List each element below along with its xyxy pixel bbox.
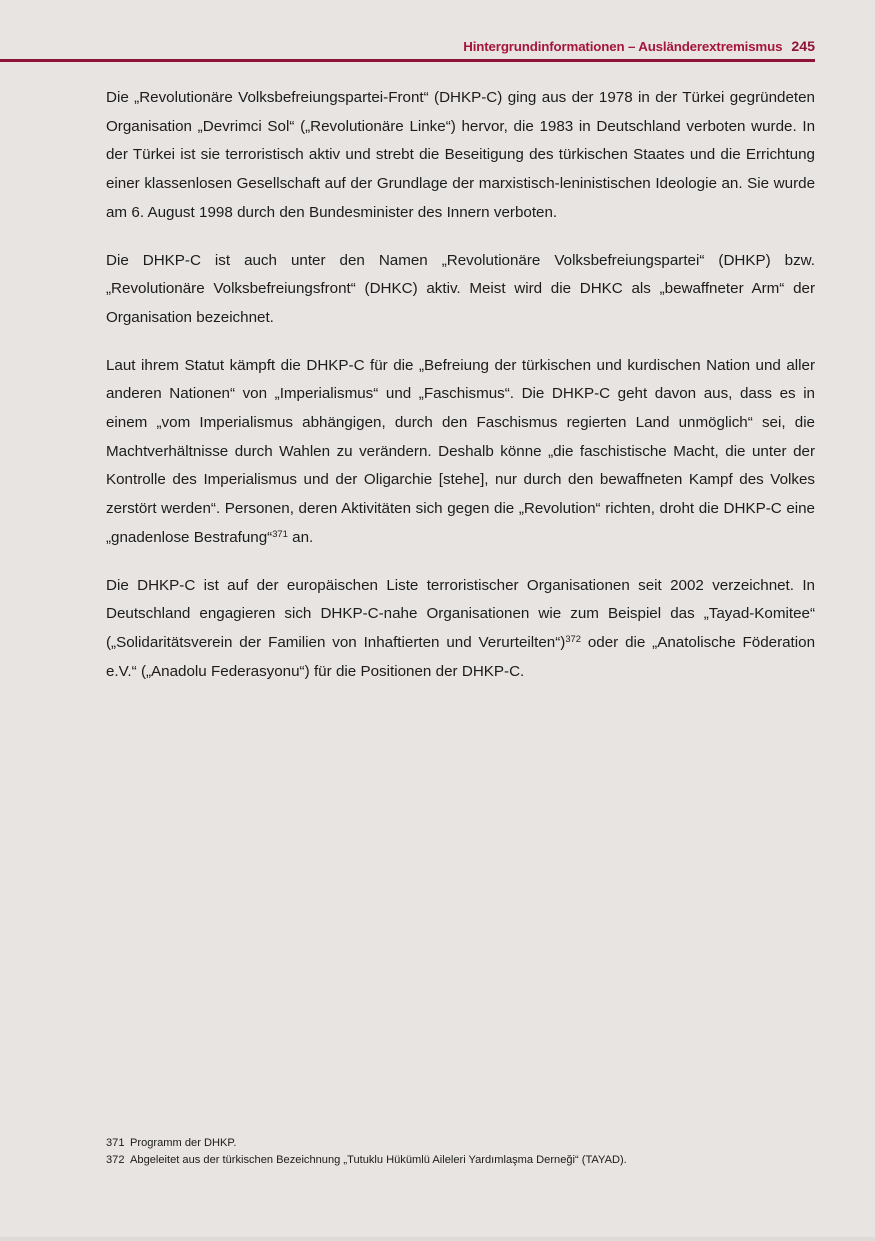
footnote-marker-371[interactable]: 371 bbox=[272, 527, 288, 539]
paragraph-4 bbox=[106, 572, 815, 687]
footnote-text: Abgeleitet aus der türkischen Bezeichnung „Tutuklu Hükümlü Aileleri Yardımlaşma Derneği“ (TAYAD). bbox=[130, 1154, 627, 1167]
footnote-item bbox=[106, 1135, 815, 1152]
page-bottom-edge bbox=[0, 1237, 875, 1241]
running-head-title: Hintergrundinformationen – Ausländerextremismus bbox=[463, 39, 783, 54]
paragraph-1: Die „Revolutionäre Volksbefreiungspartei-Front“ (DHKP-C) ging aus der 1978 in der Türkei gegründeten Organisation „Devrimci Sol“ („Revolutionäre Linke“) hervor, die 1983 in Deutschland verboten wurde. In der Türkei ist sie terroristisch aktiv und strebt die Beseitigung des türkischen Staates und die Errichtung einer klassenlosen Gesellschaft auf der Grundlage der marxistisch-leninistischen Ideologie an. Sie wurde am 6. August 1998 durch den Bundesminister des Innern verboten. bbox=[106, 89, 815, 221]
paragraph-3 bbox=[106, 352, 815, 553]
footnote-item bbox=[106, 1152, 815, 1169]
footnote-number: 371 bbox=[106, 1137, 125, 1149]
paragraph-4-text-tail: oder die „Anatolische Föderation e.V.“ („Anadolu Federasyonu“) für die Positionen der DHKP-C. bbox=[106, 633, 816, 680]
paragraph-3-text-tail: an. bbox=[287, 528, 314, 546]
footnote-text: Programm der DHKP. bbox=[130, 1137, 237, 1149]
body-text-column bbox=[106, 84, 815, 686]
paragraph-2: Die DHKP-C ist auch unter den Namen „Revolutionäre Volksbefreiungspartei“ (DHKP) bzw. „Revolutionäre Volksbefreiungsfront“ (DHKC) aktiv. Meist wird die DHKC als „bewaffneter Arm“ der Organisation bezeichnet. bbox=[106, 251, 815, 326]
header-rule bbox=[0, 59, 815, 62]
footnote-block bbox=[106, 1135, 815, 1170]
running-head bbox=[0, 38, 815, 56]
paragraph-4-text: Die DHKP-C ist auf der europäischen Liste terroristischer Organisationen seit 2002 verzeichnet. In Deutschland engagieren sich DHKP-C-nahe Organisationen wie zum Beispiel das „Tayad-Komitee“ („Solidaritätsverein der Familien von Inhaftierten und Verurteilten“) bbox=[106, 576, 815, 651]
paragraph-3-text: Laut ihrem Statut kämpft die DHKP-C für die „Befreiung der türkischen und kurdischen Nation und aller anderen Nationen“ von „Imperialismus“ und „Faschismus“. Die DHKP-C geht davon aus, dass es in einem „vom Imperialismus abhängigen, durch den Faschismus regierten Land unmöglich“ sei, die Machtverhältnisse durch Wahlen zu verändern. Deshalb könne „die faschistische Macht, die unter der Kontrolle des Imperialismus und der Oligarchie [stehe], nur durch den bewaffneten Kampf des Volkes zerstört werden“. Personen, deren Aktivitäten sich gegen die „Revolution“ richten, droht die DHKP-C eine „gnadenlose Bestrafung“ bbox=[106, 356, 815, 546]
footnote-number: 372 bbox=[106, 1154, 125, 1167]
page-number: 245 bbox=[791, 39, 815, 55]
footnote-marker-372[interactable]: 372 bbox=[565, 632, 581, 644]
